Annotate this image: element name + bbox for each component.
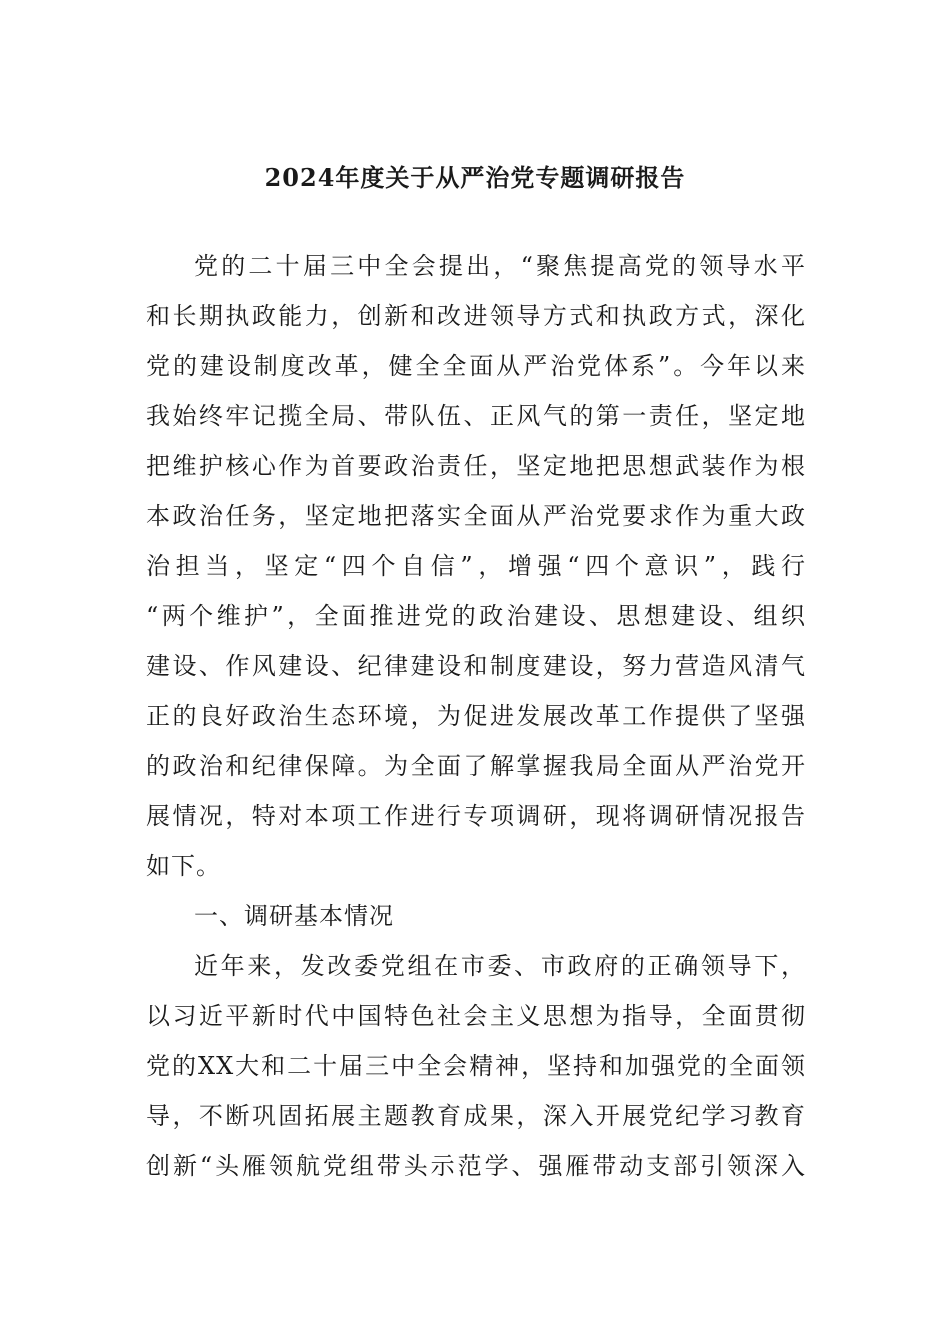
text-line: 如下。 xyxy=(146,852,221,880)
text-line: 导，不断巩固拓展主题教育成果，深入开展党纪学习教育 xyxy=(146,1102,806,1130)
document-body xyxy=(146,241,806,1191)
text-line: 创新“头雁领航党组带头示范学、强雁带动支部引领深入 xyxy=(146,1152,806,1180)
text-line: 建设、作风建设、纪律建设和制度建设，努力营造风清气 xyxy=(146,652,806,680)
text-line: 我始终牢记揽全局、带队伍、正风气的第一责任，坚定地 xyxy=(146,402,806,430)
text-line: 本政治任务，坚定地把落实全面从严治党要求作为重大政 xyxy=(146,502,806,530)
text-line: 治担当，坚定“四个自信”，增强“四个意识”，践行 xyxy=(146,552,806,580)
text-line: 党的二十届三中全会提出，“聚焦提高党的领导水平 xyxy=(194,252,806,280)
text-line: 党的XX大和二十届三中全会精神，坚持和加强党的全面领 xyxy=(146,1052,806,1080)
text-line: 近年来，发改委党组在市委、市政府的正确领导下， xyxy=(194,952,806,980)
text-line: 党的建设制度改革，健全全面从严治党体系”。今年以来 xyxy=(146,352,806,380)
text-line: 一、调研基本情况 xyxy=(194,902,394,930)
text-line: 的政治和纪律保障。为全面了解掌握我局全面从严治党开 xyxy=(146,752,806,780)
text-line: 和长期执政能力，创新和改进领导方式和执政方式，深化 xyxy=(146,302,806,330)
text-line: 正的良好政治生态环境，为促进发展改革工作提供了坚强 xyxy=(146,702,806,730)
text-line: 展情况，特对本项工作进行专项调研，现将调研情况报告 xyxy=(146,802,806,830)
text-line: 以习近平新时代中国特色社会主义思想为指导，全面贯彻 xyxy=(146,1002,806,1030)
text-line: 把维护核心作为首要政治责任，坚定地把思想武装作为根 xyxy=(146,452,806,480)
document-title: 2024年度关于从严治党专题调研报告 xyxy=(264,163,686,192)
text-line: “两个维护”，全面推进党的政治建设、思想建设、组织 xyxy=(146,602,806,630)
